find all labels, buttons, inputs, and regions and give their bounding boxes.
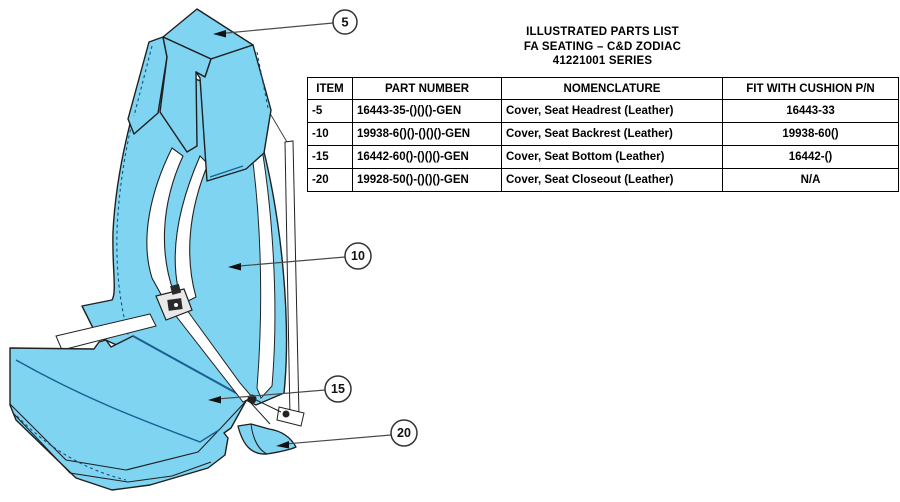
cell-fit-with-cushion: 16443-33 xyxy=(723,100,899,123)
seat-parts-diagram xyxy=(0,0,440,502)
closeout-shape xyxy=(238,424,296,454)
cell-fit-with-cushion: N/A xyxy=(723,169,899,192)
cell-nomenclature: Cover, Seat Closeout (Leather) xyxy=(502,169,723,192)
cell-item: -5 xyxy=(308,100,353,123)
cell-fit-with-cushion: 19938-60() xyxy=(723,123,899,146)
cell-part-number: 19938-6()()-()()()-GEN xyxy=(353,123,502,146)
table-row xyxy=(308,146,899,169)
table-row xyxy=(308,123,899,146)
cell-part-number: 16443-35-()()()-GEN xyxy=(353,100,502,123)
cell-fit-with-cushion: 16442-() xyxy=(723,146,899,169)
header-item: ITEM xyxy=(308,78,353,100)
cell-part-number: 16442-60()-()()()-GEN xyxy=(353,146,502,169)
header-nomenclature: NOMENCLATURE xyxy=(502,78,723,100)
table-header-row xyxy=(308,78,899,100)
cell-item: -15 xyxy=(308,146,353,169)
table-row xyxy=(308,100,899,123)
callout-20-label: 20 xyxy=(397,426,411,440)
callout-5-label: 5 xyxy=(341,14,349,30)
callout-10-label: 10 xyxy=(351,249,365,263)
title-line-2: FA SEATING – C&D ZODIAC xyxy=(523,40,682,53)
callout-15-label: 15 xyxy=(331,382,345,396)
header-fit-with-cushion: FIT WITH CUSHION P/N xyxy=(723,78,899,100)
cell-item: -20 xyxy=(308,169,353,192)
cell-nomenclature: Cover, Seat Backrest (Leather) xyxy=(502,123,723,146)
title-block xyxy=(307,25,898,69)
header-part-number: PART NUMBER xyxy=(353,78,502,100)
cell-part-number: 19928-50()-()()()-GEN xyxy=(353,169,502,192)
title-line-1: ILLUSTRATED PARTS LIST xyxy=(526,26,679,38)
table-row xyxy=(308,169,899,192)
cell-nomenclature: Cover, Seat Bottom (Leather) xyxy=(502,146,723,169)
cell-item: -10 xyxy=(308,123,353,146)
parts-table xyxy=(307,77,899,192)
title-line-3: 41221001 SERIES xyxy=(552,55,653,67)
cell-nomenclature: Cover, Seat Headrest (Leather) xyxy=(502,100,723,123)
